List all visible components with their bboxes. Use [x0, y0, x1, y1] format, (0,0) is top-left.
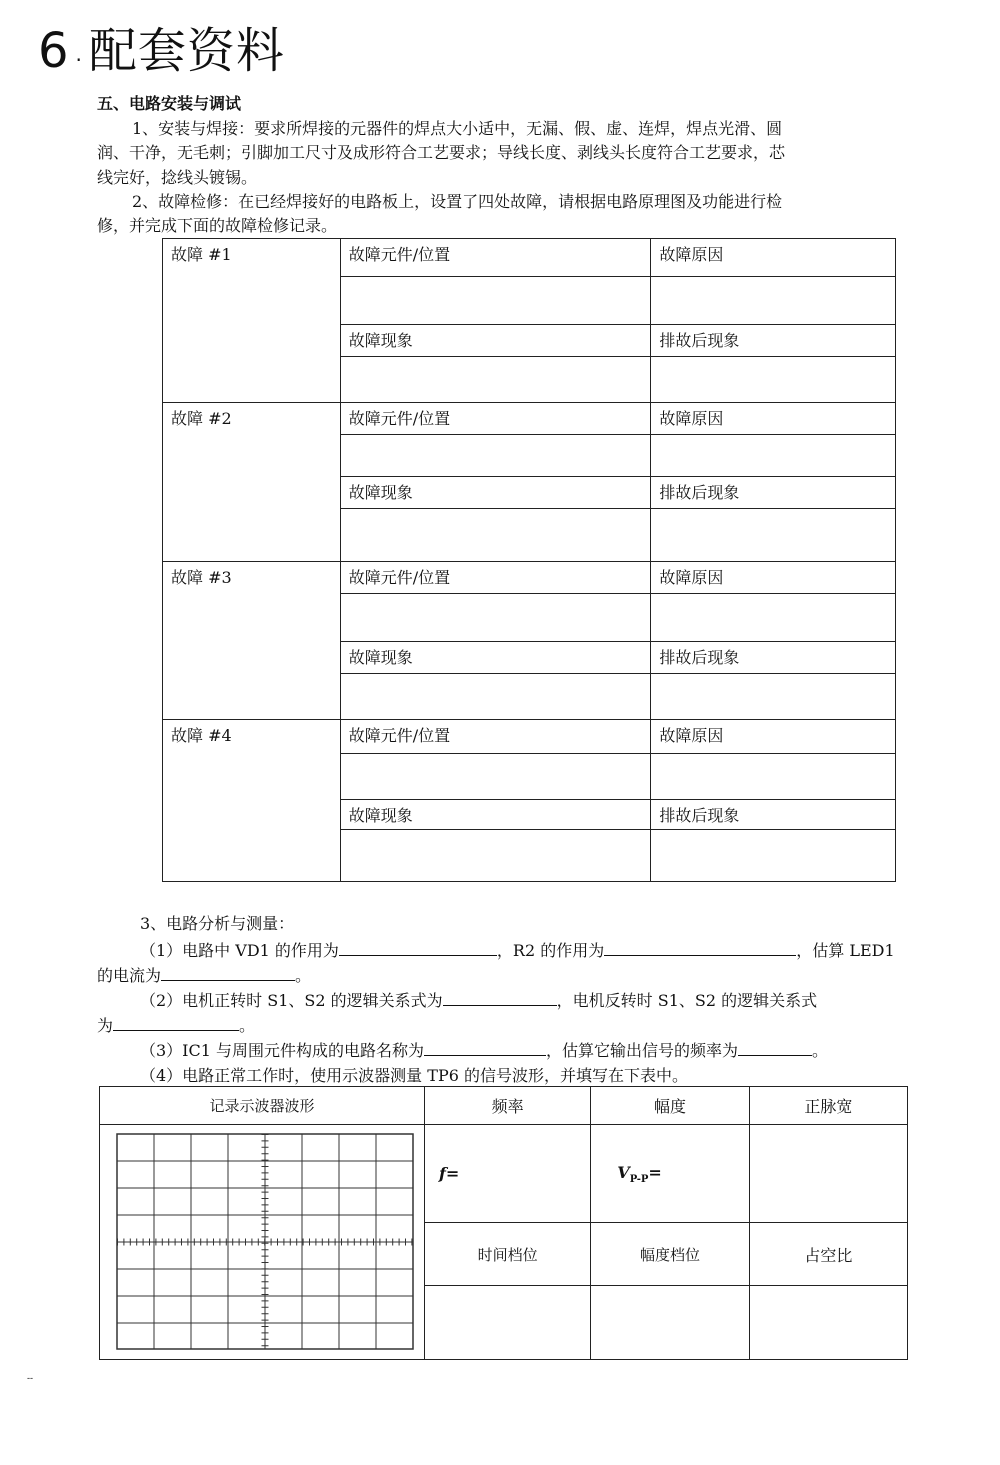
amplitude-cell[interactable] [591, 1125, 749, 1223]
item1-line3: 线完好，捻线头镀锡。 [97, 168, 258, 187]
oscilloscope-grid[interactable] [100, 1125, 424, 1359]
section-title: 五、电路安装与调试 [97, 94, 242, 113]
waveform-header: 记录示波器波形 [100, 1087, 425, 1125]
q1-text-e: 。 [295, 966, 312, 985]
component-label: 故障元件/位置 [340, 403, 651, 435]
amplitude-header: 幅度 [591, 1087, 749, 1125]
q1-text-a: （1）电路中 VD1 的作用为 [140, 941, 339, 960]
after-label: 排故后现象 [651, 800, 896, 830]
vd1-function-blank[interactable] [339, 939, 497, 956]
cause-cell[interactable] [651, 277, 896, 325]
question-2-cont [97, 1014, 255, 1039]
q1-text-b: ，R2 的作用为 [496, 941, 605, 960]
component-cell[interactable] [340, 277, 651, 325]
cause-cell[interactable] [651, 594, 896, 642]
pulse-width-cell[interactable] [749, 1125, 907, 1223]
component-label: 故障元件/位置 [340, 562, 651, 594]
frequency-formula: f= [439, 1164, 460, 1184]
after-label: 排故后现象 [651, 642, 896, 674]
cause-label: 故障原因 [651, 562, 896, 594]
q3-text-a: （3）IC1 与周围元件构成的电路名称为 [140, 1041, 425, 1060]
question-1 [140, 939, 895, 964]
heading-dot: . [75, 42, 83, 66]
phenomenon-cell[interactable] [340, 674, 651, 720]
q1-text-d: 的电流为 [97, 966, 162, 985]
duty-cycle-label: 占空比 [749, 1223, 907, 1285]
component-label: 故障元件/位置 [340, 720, 651, 754]
q1-text-c: ，估算 LED1 [796, 941, 895, 960]
question-3 [140, 1039, 828, 1064]
footer-mark: -- [27, 1374, 34, 1384]
q2-text-b: ，电机反转时 S1、S2 的逻辑关系式 [556, 991, 818, 1010]
frequency-header: 频率 [425, 1087, 591, 1125]
analysis-title: 3、电路分析与测量： [140, 914, 295, 933]
cause-cell[interactable] [651, 754, 896, 800]
after-cell[interactable] [651, 357, 896, 403]
question-1-cont [97, 964, 311, 989]
after-cell[interactable] [651, 509, 896, 562]
fault-label: 故障 #1 [163, 239, 341, 403]
oscilloscope-table [99, 1086, 908, 1360]
phenomenon-label: 故障现象 [340, 800, 651, 830]
circuit-name-blank[interactable] [424, 1039, 546, 1056]
component-cell[interactable] [340, 754, 651, 800]
fault-label: 故障 #4 [163, 720, 341, 882]
amp-div-cell[interactable] [591, 1285, 749, 1359]
time-div-label: 时间档位 [425, 1223, 591, 1285]
waveform-grid-cell[interactable] [100, 1125, 425, 1360]
fault-record-table [162, 238, 896, 882]
amplitude-subscript: P-P [629, 1173, 649, 1185]
phenomenon-cell[interactable] [340, 830, 651, 882]
frequency-blank[interactable] [738, 1039, 812, 1056]
led1-current-blank[interactable] [161, 964, 295, 981]
component-cell[interactable] [340, 435, 651, 477]
reverse-logic-blank[interactable] [113, 1014, 239, 1031]
cause-label: 故障原因 [651, 403, 896, 435]
after-label: 排故后现象 [651, 325, 896, 357]
amplitude-equals: = [648, 1162, 662, 1182]
amp-div-label: 幅度档位 [591, 1223, 749, 1285]
fault-label: 故障 #2 [163, 403, 341, 562]
page-title [38, 12, 285, 81]
heading-number: 6 [38, 23, 70, 79]
fault-label: 故障 #3 [163, 562, 341, 720]
phenomenon-label: 故障现象 [340, 325, 651, 357]
phenomenon-label: 故障现象 [340, 642, 651, 674]
heading-text: 配套资料 [88, 23, 285, 79]
phenomenon-cell[interactable] [340, 509, 651, 562]
pulse-width-header: 正脉宽 [749, 1087, 907, 1125]
q2-text-d: 。 [239, 1016, 256, 1035]
cause-cell[interactable] [651, 435, 896, 477]
component-cell[interactable] [340, 594, 651, 642]
amplitude-symbol: V [617, 1162, 630, 1182]
item2-line2: 修，并完成下面的故障检修记录。 [97, 216, 338, 235]
after-cell[interactable] [651, 830, 896, 882]
q3-text-b: ，估算它输出信号的频率为 [546, 1041, 739, 1060]
after-cell[interactable] [651, 674, 896, 720]
question-4: （4）电路正常工作时，使用示波器测量 TP6 的信号波形，并填写在下表中。 [140, 1066, 688, 1085]
item1-line2: 润、干净，无毛刺；引脚加工尺寸及成形符合工艺要求；导线长度、剥线头长度符合工艺要求，芯 [97, 143, 786, 162]
forward-logic-blank[interactable] [443, 989, 557, 1006]
q2-text-a: （2）电机正转时 S1、S2 的逻辑关系式为 [140, 991, 443, 1010]
component-label: 故障元件/位置 [340, 239, 651, 277]
cause-label: 故障原因 [651, 239, 896, 277]
question-2 [140, 989, 817, 1014]
frequency-cell[interactable] [425, 1125, 591, 1223]
q2-text-c: 为 [97, 1016, 114, 1035]
cause-label: 故障原因 [651, 720, 896, 754]
duty-cycle-cell[interactable] [749, 1285, 907, 1359]
phenomenon-cell[interactable] [340, 357, 651, 403]
r2-function-blank[interactable] [604, 939, 796, 956]
q3-text-c: 。 [812, 1041, 829, 1060]
after-label: 排故后现象 [651, 477, 896, 509]
item2-line1: 2、故障检修：在已经焊接好的电路板上，设置了四处故障，请根据电路原理图及功能进行检 [132, 192, 783, 211]
time-div-cell[interactable] [425, 1285, 591, 1359]
item1-line1: 1、安装与焊接：要求所焊接的元器件的焊点大小适中，无漏、假、虚、连焊，焊点光滑、圆 [132, 119, 783, 138]
phenomenon-label: 故障现象 [340, 477, 651, 509]
